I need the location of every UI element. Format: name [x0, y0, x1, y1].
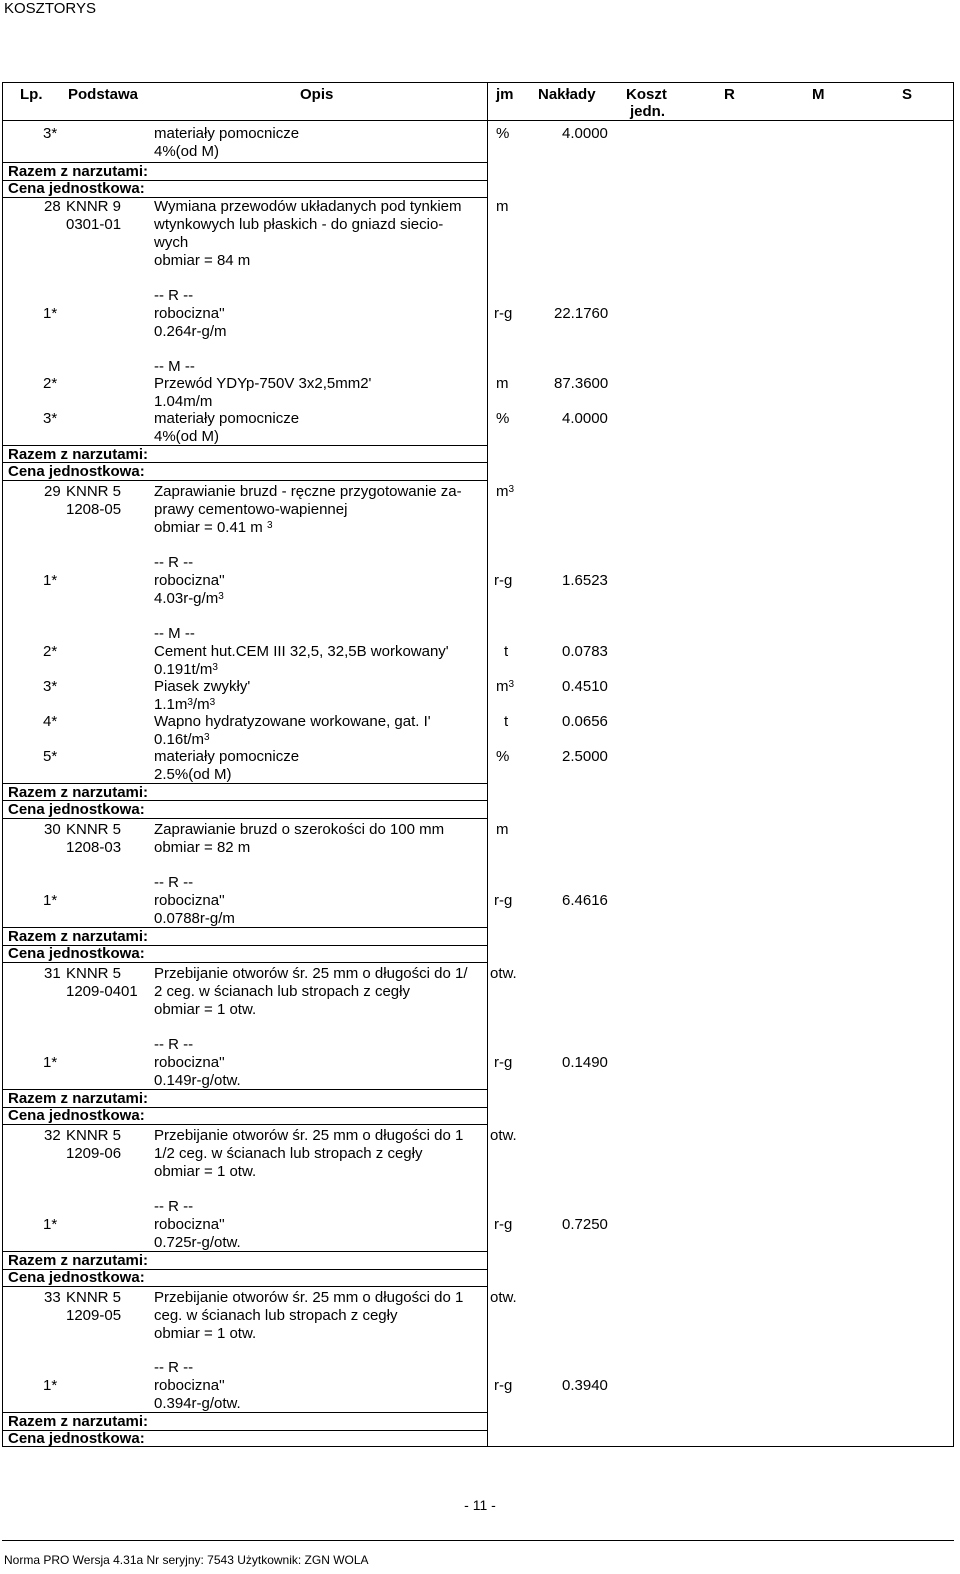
position-basis-code: 1208-05	[66, 501, 122, 518]
position-desc: prawy cementowo-wapiennej	[154, 501, 348, 518]
razem-label: Razem z narzutami:	[8, 1413, 149, 1430]
item-norm: $0.191t/m^3$	[154, 661, 218, 678]
item-quantity: 1.6523	[562, 572, 608, 589]
item-quantity: 0.3940	[562, 1377, 608, 1394]
item-desc: materiały pomocnicze	[154, 125, 300, 142]
group-label: -- R --	[154, 1198, 194, 1215]
position-unit: otw.	[490, 1289, 517, 1306]
col-header-podstawa: Podstawa	[68, 86, 139, 103]
item-unit: r-g	[494, 572, 513, 589]
position-basis-code: 1208-03	[66, 839, 122, 856]
footer-divider	[2, 1540, 954, 1541]
razem-label: Razem z narzutami:	[8, 784, 149, 801]
item-desc: Piasek zwykły'	[154, 678, 251, 695]
item-norm: 2.5%(od M)	[154, 766, 232, 783]
item-lp: 1*	[43, 1054, 58, 1071]
position-number: 28	[44, 198, 61, 215]
position-desc: Przebijanie otworów śr. 25 mm o długości do 1/	[154, 965, 468, 982]
position-basis-code: 1209-0401	[66, 983, 138, 1000]
col-header-r: R	[724, 86, 735, 103]
item-norm: $0.16t/m^3$	[154, 731, 210, 748]
position-desc: ceg. w ścianach lub stropach z cegły	[154, 1307, 398, 1324]
item-quantity: 0.4510	[562, 678, 608, 695]
item-quantity: 0.0783	[562, 643, 608, 660]
group-label: -- R --	[154, 287, 194, 304]
item-norm: 0.264r-g/m	[154, 323, 227, 340]
col-header-naklady: Nakłady	[538, 86, 596, 103]
item-quantity: 6.4616	[562, 892, 608, 909]
item-lp: 1*	[43, 1377, 58, 1394]
item-quantity: 0.1490	[562, 1054, 608, 1071]
position-unit: $m^3$	[496, 483, 515, 500]
item-lp: 1*	[43, 892, 58, 909]
cost-table	[2, 82, 954, 1447]
position-desc: 2 ceg. w ścianach lub stropach z cegły	[154, 983, 410, 1000]
item-norm: $1.1m^3/m^3$	[154, 696, 216, 713]
item-quantity: 4.0000	[562, 410, 608, 427]
item-norm: $4.03r-g/m^3$	[154, 590, 224, 607]
item-lp: 4*	[43, 713, 58, 730]
item-unit: t	[504, 713, 509, 730]
position-number: 29	[44, 483, 61, 500]
footer-software-info: Norma PRO Wersja 4.31a Nr seryjny: 7543 Użytkownik: ZGN WOLA	[4, 1553, 369, 1567]
position-obmiar: obmiar = 0.41 m $^3$	[154, 519, 273, 536]
position-obmiar: obmiar = 1 otw.	[154, 1001, 257, 1018]
page-number: - 11 -	[464, 1497, 496, 1513]
item-desc: robocizna''	[154, 1377, 225, 1394]
item-unit: m	[496, 375, 509, 392]
cena-label: Cena jednostkowa:	[8, 180, 145, 197]
cena-label: Cena jednostkowa:	[8, 1107, 145, 1124]
column-divider	[487, 82, 488, 1447]
razem-label: Razem z narzutami:	[8, 446, 149, 463]
position-number: 31	[44, 965, 61, 982]
item-desc: robocizna''	[154, 305, 225, 322]
item-lp: 1*	[43, 572, 58, 589]
item-desc: robocizna''	[154, 1054, 225, 1071]
position-desc: Zaprawianie bruzd - ręczne przygotowanie za-	[154, 483, 462, 500]
item-lp: 5*	[43, 748, 58, 765]
item-norm: 0.0788r-g/m	[154, 910, 235, 927]
position-basis: KNNR 5	[66, 1127, 122, 1144]
group-label: -- R --	[154, 554, 194, 571]
item-unit: r-g	[494, 1216, 513, 1233]
col-header-m: M	[812, 86, 825, 103]
item-unit: r-g	[494, 305, 513, 322]
cena-label: Cena jednostkowa:	[8, 801, 145, 818]
item-norm: 0.725r-g/otw.	[154, 1234, 241, 1251]
position-number: 33	[44, 1289, 61, 1306]
col-header-lp: Lp.	[20, 86, 43, 103]
item-unit: %	[496, 748, 510, 765]
item-quantity: 0.7250	[562, 1216, 608, 1233]
cena-label: Cena jednostkowa:	[8, 1269, 145, 1286]
position-basis: KNNR 5	[66, 483, 122, 500]
item-quantity: 4.0000	[562, 125, 608, 142]
position-obmiar: obmiar = 1 otw.	[154, 1325, 257, 1342]
cena-label: Cena jednostkowa:	[8, 463, 145, 480]
item-norm: 4%(od M)	[154, 428, 220, 445]
position-basis-code: 1209-05	[66, 1307, 122, 1324]
position-desc: Przebijanie otworów śr. 25 mm o długości do 1	[154, 1289, 464, 1306]
razem-label: Razem z narzutami:	[8, 1252, 149, 1269]
group-label: -- R --	[154, 874, 194, 891]
item-desc: robocizna''	[154, 892, 225, 909]
position-desc: wtynkowych lub płaskich - do gniazd siecio-	[154, 216, 444, 233]
item-quantity: 2.5000	[562, 748, 608, 765]
col-header-opis: Opis	[300, 86, 334, 103]
item-desc: robocizna''	[154, 572, 225, 589]
col-header-koszt-jedn: jedn.	[630, 103, 666, 120]
item-lp: 1*	[43, 305, 58, 322]
position-desc: 1/2 ceg. w ścianach lub stropach z cegły	[154, 1145, 423, 1162]
document-title: KOSZTORYS	[4, 0, 96, 17]
item-lp: 1*	[43, 1216, 58, 1233]
item-lp: 3*	[43, 410, 58, 427]
item-desc: Przewód YDYp-750V 3x2,5mm2'	[154, 375, 372, 392]
item-lp: 3*	[43, 678, 58, 695]
position-basis: KNNR 9	[66, 198, 122, 215]
col-header-s: S	[902, 86, 913, 103]
cena-label: Cena jednostkowa:	[8, 1430, 145, 1447]
position-unit: otw.	[490, 965, 517, 982]
position-obmiar: obmiar = 1 otw.	[154, 1163, 257, 1180]
item-unit: %	[496, 410, 510, 427]
razem-label: Razem z narzutami:	[8, 1090, 149, 1107]
item-unit: %	[496, 125, 510, 142]
item-lp: 2*	[43, 375, 58, 392]
razem-label: Razem z narzutami:	[8, 163, 149, 180]
position-desc: Zaprawianie bruzd o szerokości do 100 mm	[154, 821, 445, 838]
item-norm: 1.04m/m	[154, 393, 213, 410]
item-desc: materiały pomocnicze	[154, 748, 300, 765]
item-desc: Wapno hydratyzowane workowane, gat. I'	[154, 713, 431, 730]
item-unit: r-g	[494, 892, 513, 909]
item-desc: materiały pomocnicze	[154, 410, 300, 427]
item-quantity: 22.1760	[554, 305, 609, 322]
position-basis: KNNR 5	[66, 1289, 122, 1306]
item-norm: 4%(od M)	[154, 143, 220, 160]
item-unit: t	[504, 643, 509, 660]
item-unit: r-g	[494, 1377, 513, 1394]
position-unit: otw.	[490, 1127, 517, 1144]
position-number: 30	[44, 821, 61, 838]
item-quantity: 0.0656	[562, 713, 608, 730]
position-basis: KNNR 5	[66, 965, 122, 982]
position-basis: KNNR 5	[66, 821, 122, 838]
position-basis-code: 0301-01	[66, 216, 122, 233]
group-label: -- M --	[154, 358, 195, 375]
col-header-jm: jm	[496, 86, 514, 103]
col-header-koszt: Koszt	[626, 86, 667, 103]
position-unit: m	[496, 821, 509, 838]
position-number: 32	[44, 1127, 61, 1144]
group-label: -- R --	[154, 1359, 194, 1376]
position-desc: Przebijanie otworów śr. 25 mm o długości do 1	[154, 1127, 464, 1144]
position-obmiar: obmiar = 82 m	[154, 839, 251, 856]
item-unit: r-g	[494, 1054, 513, 1071]
position-basis-code: 1209-06	[66, 1145, 122, 1162]
item-lp: 2*	[43, 643, 58, 660]
item-lp: 3*	[43, 125, 58, 142]
position-obmiar: obmiar = 84 m	[154, 252, 251, 269]
position-desc: wych	[154, 234, 189, 251]
item-desc: Cement hut.CEM III 32,5, 32,5B workowany'	[154, 643, 449, 660]
item-norm: 0.394r-g/otw.	[154, 1395, 241, 1412]
item-desc: robocizna''	[154, 1216, 225, 1233]
cena-label: Cena jednostkowa:	[8, 945, 145, 962]
item-norm: 0.149r-g/otw.	[154, 1072, 241, 1089]
position-desc: Wymiana przewodów układanych pod tynkiem	[154, 198, 462, 215]
position-unit: m	[496, 198, 509, 215]
item-unit: $m^3$	[496, 678, 515, 695]
header-divider	[2, 120, 954, 121]
item-quantity: 87.3600	[554, 375, 609, 392]
group-label: -- R --	[154, 1036, 194, 1053]
group-label: -- M --	[154, 625, 195, 642]
razem-label: Razem z narzutami:	[8, 928, 149, 945]
